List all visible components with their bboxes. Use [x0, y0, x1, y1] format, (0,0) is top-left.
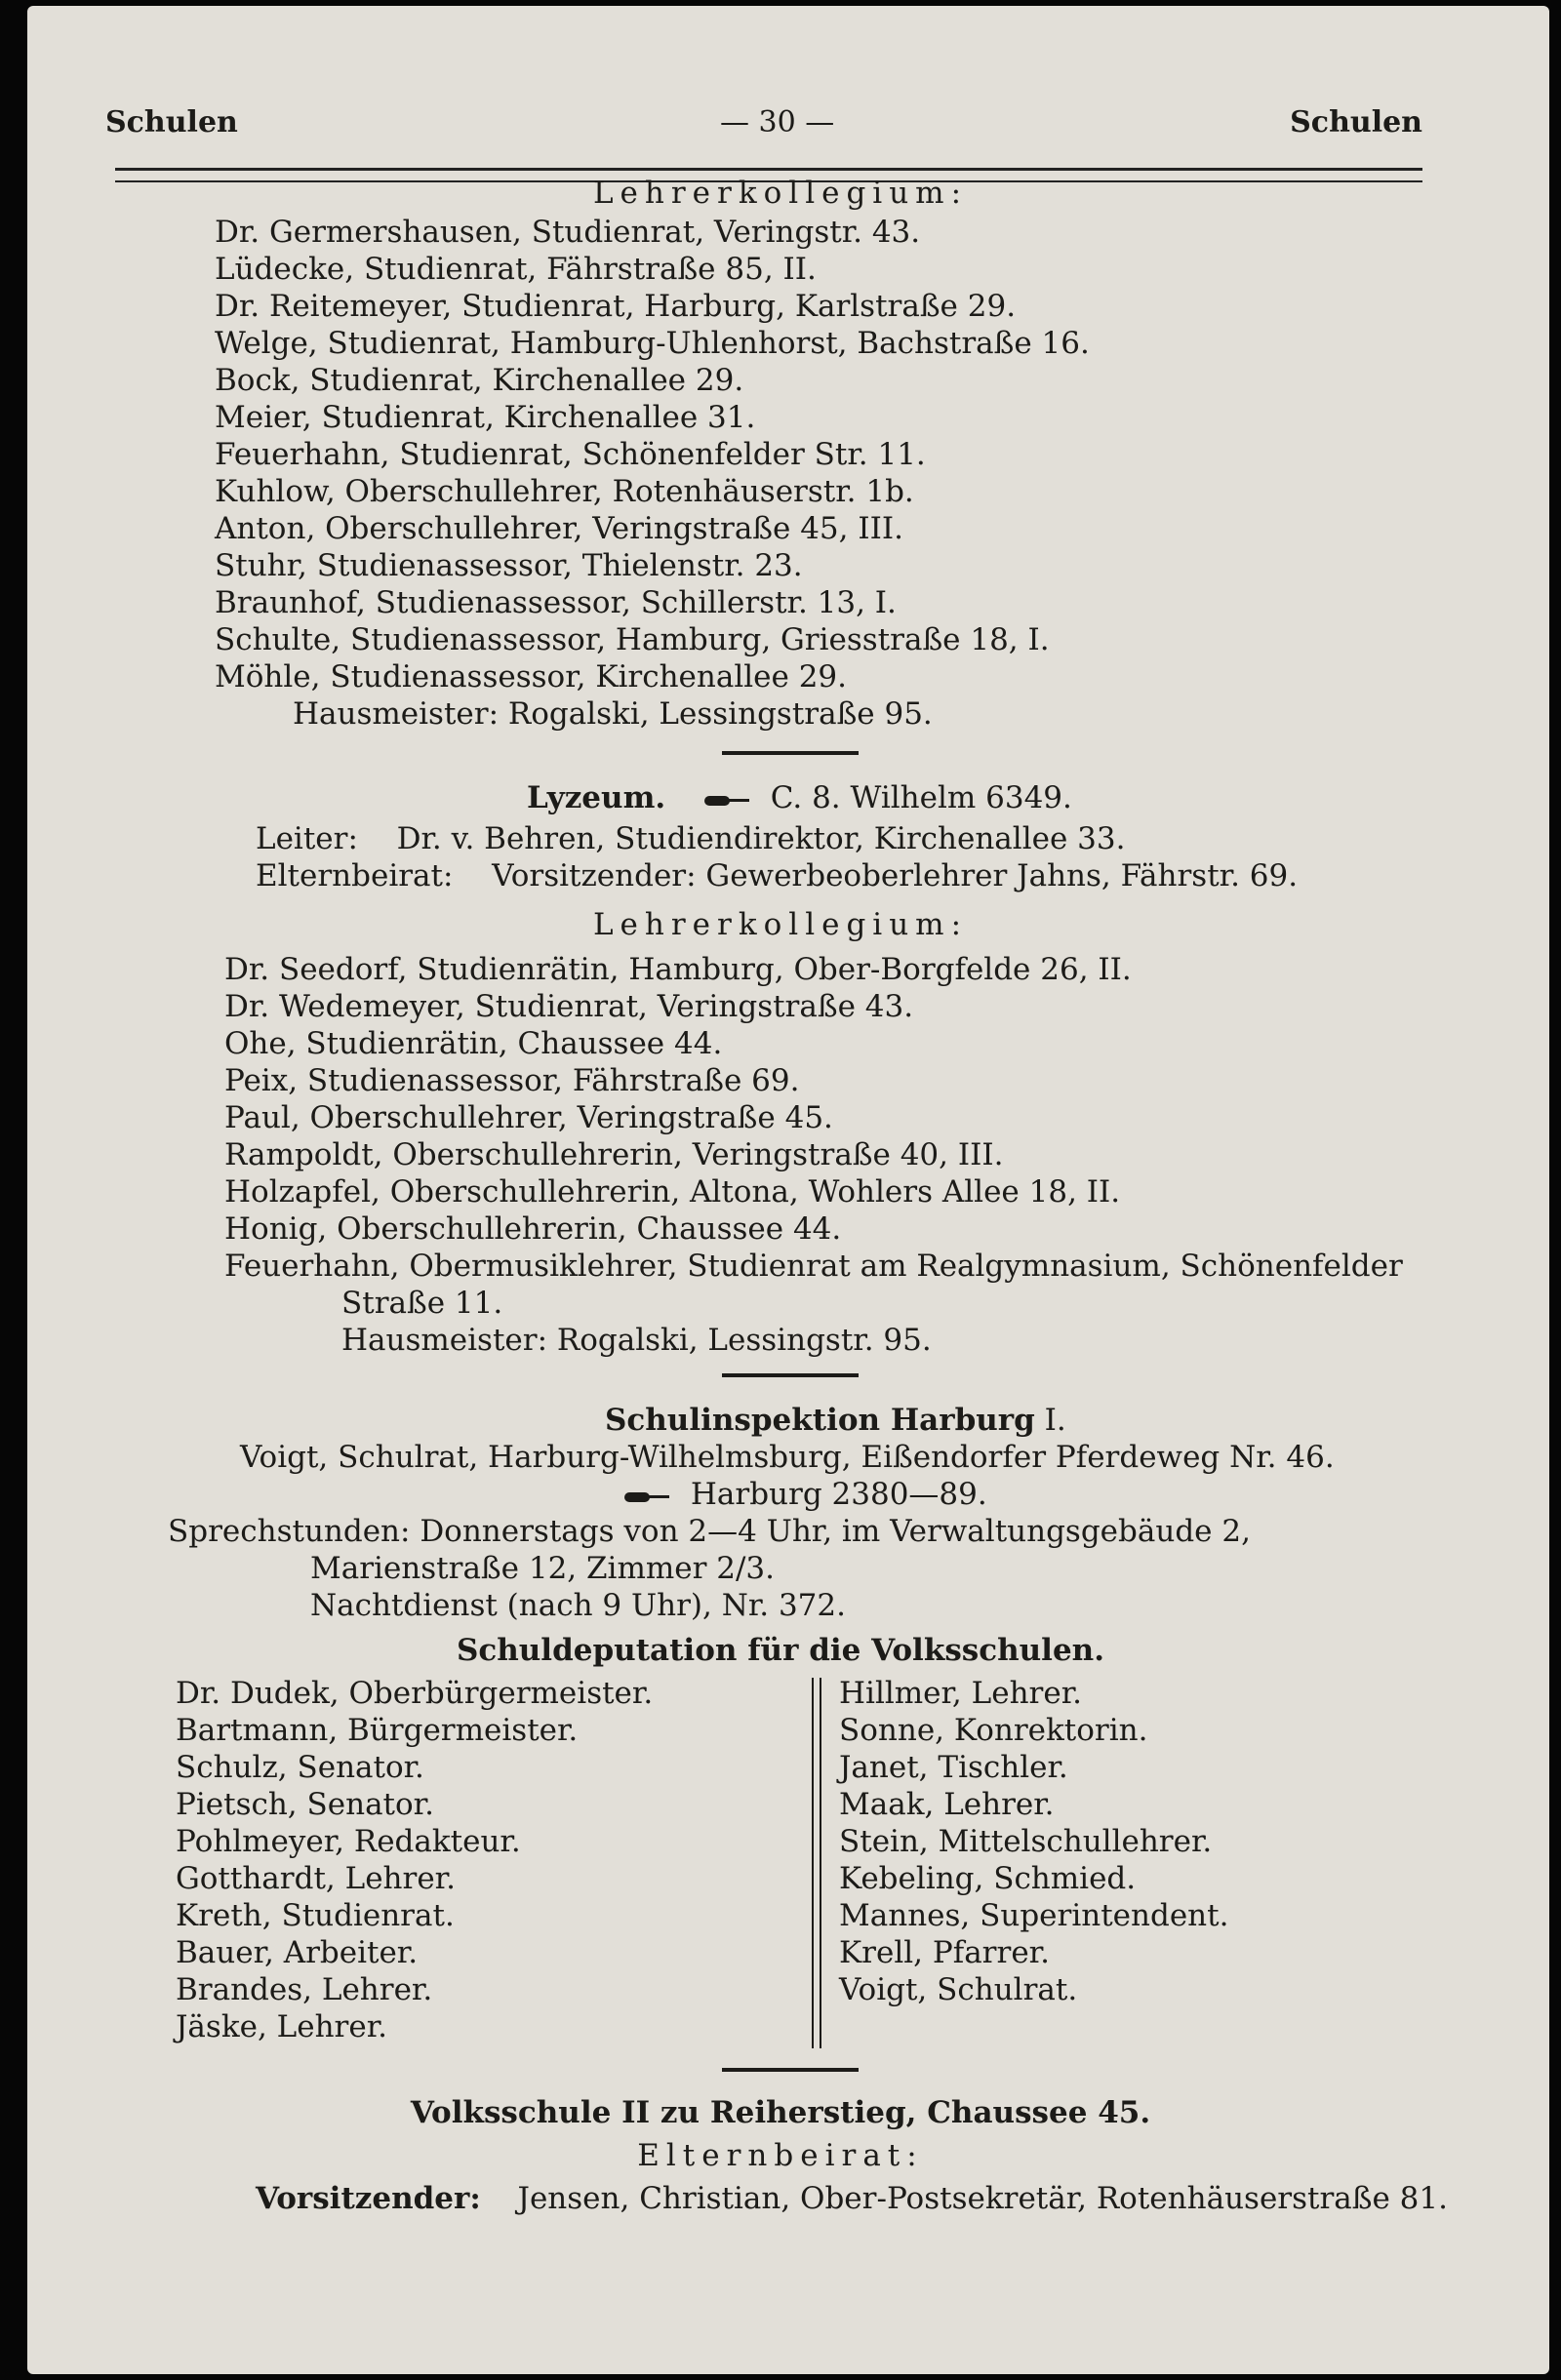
volksschule-elternbeirat-heading: Elternbeirat:	[637, 2138, 924, 2173]
sprechstunden-line-continued: Marienstraße 12, Zimmer 2/3.	[310, 1551, 776, 1586]
lehrerkollegium-heading-2: Lehrerkollegium:	[592, 907, 969, 942]
deputation-member-left: Gotthardt, Lehrer.	[176, 1861, 456, 1896]
leiter-value: Dr. v. Behren, Studiendirektor, Kirchenallee 33.	[396, 821, 1126, 856]
deputation-member-right: Stein, Mittelschullehrer.	[839, 1824, 1213, 1859]
teacher-line: Holzapfel, Oberschullehrerin, Altona, Wohlers Allee 18, II.	[224, 1174, 1121, 1210]
teacher-line: Kuhlow, Oberschullehrer, Rotenhäuserstr. 1b.	[215, 474, 914, 509]
hausmeister-line: Hausmeister: Rogalski, Lessingstraße 95.	[293, 696, 933, 732]
deputation-member-left: Bartmann, Bürgermeister.	[176, 1713, 579, 1748]
header-right: Schulen	[1290, 105, 1422, 139]
lyzeum-title-line	[527, 780, 1072, 815]
teacher-line-continued: Straße 11.	[341, 1286, 503, 1321]
deputation-member-right: Mannes, Superintendent.	[839, 1898, 1229, 1933]
nachtdienst-line: Nachtdienst (nach 9 Uhr), Nr. 372.	[310, 1588, 846, 1623]
elternbeirat-value: Vorsitzender: Gewerbeoberlehrer Jahns, Fährstr. 69.	[492, 858, 1299, 893]
teacher-line: Meier, Studienrat, Kirchenallee 31.	[215, 400, 756, 435]
deputation-member-left: Pohlmeyer, Redakteur.	[176, 1824, 521, 1859]
teacher-line: Dr. Seedorf, Studienrätin, Hamburg, Ober-Borgfelde 26, II.	[224, 952, 1132, 987]
teacher-line: Peix, Studienassessor, Fährstraße 69.	[224, 1063, 800, 1098]
leiter-line	[256, 821, 1125, 856]
teacher-line: Paul, Oberschullehrer, Veringstraße 45.	[224, 1100, 833, 1135]
deputation-member-left: Jäske, Lehrer.	[176, 2009, 387, 2044]
deputation-member-right: Sonne, Konrektorin.	[839, 1713, 1148, 1748]
leiter-label: Leiter:	[256, 821, 358, 856]
deputation-member-right: Maak, Lehrer.	[839, 1787, 1055, 1822]
teacher-line: Welge, Studienrat, Hamburg-Uhlenhorst, Bachstraße 16.	[215, 326, 1090, 361]
inspektion-title: Schulinspektion Harburg	[605, 1403, 1035, 1438]
telephone-icon	[704, 793, 749, 807]
lyzeum-phone: C. 8. Wilhelm 6349.	[770, 780, 1072, 815]
teacher-line: Dr. Germershausen, Studienrat, Veringstr. 43.	[215, 215, 921, 250]
elternbeirat-label: Elternbeirat:	[256, 858, 454, 893]
deputation-member-left: Bauer, Arbeiter.	[176, 1935, 419, 1970]
lehrerkollegium-heading-1: Lehrerkollegium:	[592, 176, 969, 211]
volksschule-vorsitz-line	[256, 2181, 1448, 2216]
vorsitz-label: Vorsitzender:	[256, 2181, 481, 2216]
teacher-line: Dr. Wedemeyer, Studienrat, Veringstraße 43.	[224, 989, 914, 1024]
teacher-line: Braunhof, Studienassessor, Schillerstr. 13, I.	[215, 585, 897, 620]
running-header	[105, 105, 1422, 144]
deputation-member-left: Kreth, Studienrat.	[176, 1898, 455, 1933]
elternbeirat-line	[256, 858, 1298, 893]
teacher-line: Dr. Reitemeyer, Studienrat, Harburg, Karlstraße 29.	[215, 289, 1017, 324]
deputation-member-right: Krell, Pfarrer.	[839, 1935, 1050, 1970]
teacher-line: Rampoldt, Oberschullehrerin, Veringstraße 40, III.	[224, 1137, 1004, 1172]
deputation-member-left: Pietsch, Senator.	[176, 1787, 434, 1822]
volksschule-title: Volksschule II zu Reiherstieg, Chaussee 45.	[410, 2095, 1151, 2130]
inspektion-title-suffix: I.	[1044, 1403, 1066, 1438]
teacher-line: Ohe, Studienrätin, Chaussee 44.	[224, 1026, 723, 1061]
section-divider	[722, 2068, 859, 2072]
page-number: — 30 —	[720, 105, 835, 139]
deputation-member-left: Brandes, Lehrer.	[176, 1972, 433, 2007]
deputation-member-right: Hillmer, Lehrer.	[839, 1676, 1082, 1711]
inspektion-address: Voigt, Schulrat, Harburg-Wilhelmsburg, Eißendorfer Pferdeweg Nr. 46.	[240, 1440, 1335, 1475]
teacher-line: Anton, Oberschullehrer, Veringstraße 45, III.	[215, 511, 903, 546]
deputation-member-right: Janet, Tischler.	[839, 1750, 1068, 1785]
teacher-line: Feuerhahn, Obermusiklehrer, Studienrat am Realgymnasium, Schönenfelder	[224, 1249, 1403, 1284]
teacher-line: Lüdecke, Studienrat, Fährstraße 85, II.	[215, 252, 817, 287]
teacher-line: Feuerhahn, Studienrat, Schönenfelder Str. 11.	[215, 437, 926, 472]
inspektion-phone-line	[624, 1477, 987, 1512]
section-divider	[722, 751, 859, 755]
lyzeum-title: Lyzeum.	[527, 780, 666, 815]
deputation-member-left: Dr. Dudek, Oberbürgermeister.	[176, 1676, 654, 1711]
deputation-member-right: Voigt, Schulrat.	[839, 1972, 1078, 2007]
section-divider	[722, 1373, 859, 1377]
sprechstunden-line: Sprechstunden: Donnerstags von 2—4 Uhr, im Verwaltungsgebäude 2,	[168, 1514, 1251, 1549]
telephone-icon	[624, 1489, 669, 1503]
teacher-line: Bock, Studienrat, Kirchenallee 29.	[215, 363, 744, 398]
deputation-member-left: Schulz, Senator.	[176, 1750, 424, 1785]
teacher-line: Stuhr, Studienassessor, Thielenstr. 23.	[215, 548, 803, 583]
teacher-line: Möhle, Studienassessor, Kirchenallee 29.	[215, 659, 848, 694]
teacher-line: Honig, Oberschullehrerin, Chaussee 44.	[224, 1211, 842, 1247]
deputation-title: Schuldeputation für die Volksschulen.	[456, 1633, 1105, 1668]
column-divider	[820, 1678, 821, 2048]
inspektion-phone: Harburg 2380—89.	[690, 1477, 987, 1512]
header-left: Schulen	[105, 105, 238, 139]
vorsitz-value: Jensen, Christian, Ober-Postsekretär, Rotenhäuserstraße 81.	[517, 2181, 1448, 2216]
hausmeister-line: Hausmeister: Rogalski, Lessingstr. 95.	[341, 1323, 932, 1358]
inspektion-title-line	[605, 1403, 1066, 1438]
column-divider	[812, 1678, 814, 2048]
teacher-line: Schulte, Studienassessor, Hamburg, Griesstraße 18, I.	[215, 622, 1050, 657]
deputation-member-right: Kebeling, Schmied.	[839, 1861, 1137, 1896]
